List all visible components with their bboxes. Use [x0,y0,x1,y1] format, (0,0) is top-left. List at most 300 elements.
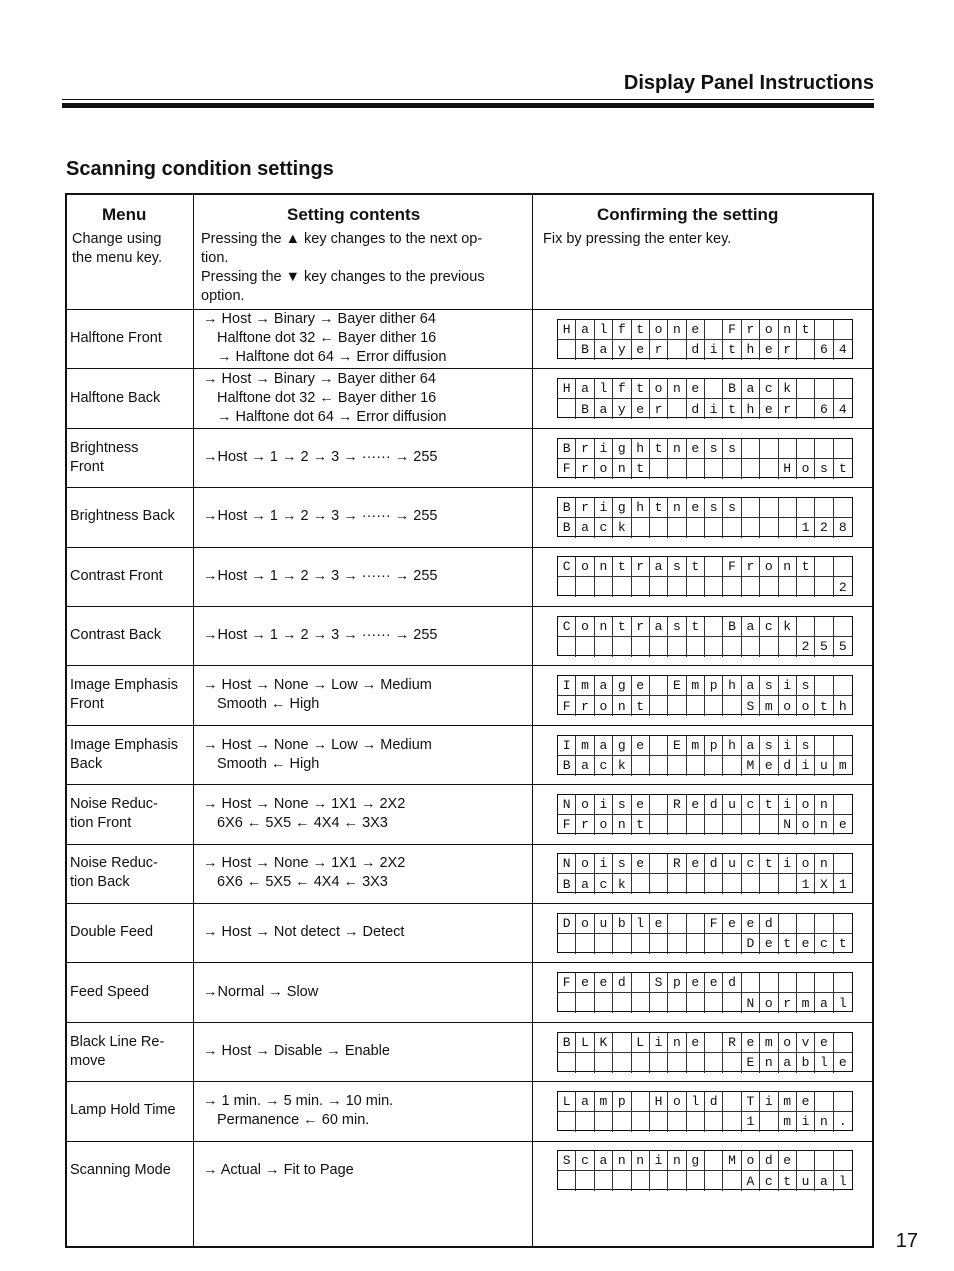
lcd-cell: d [760,914,778,934]
lcd-cell: n [595,617,613,637]
lcd-cell: m [797,993,815,1013]
setting-cycle: →Host → 1 → 2 → 3 → ······ → 255 [203,627,438,644]
lcd-cell [797,973,815,993]
lcd-cell: o [650,320,668,340]
lcd-cell: p [705,736,723,756]
lcd-cell: d [705,795,723,815]
lcd-cell: a [595,340,613,360]
setting-cycle: →Host → 1 → 2 → 3 → ······ → 255 [203,567,438,584]
lcd-cell [650,518,668,538]
lcd-cell: n [668,1033,686,1053]
lcd-cell: s [613,795,631,815]
lcd-cell: m [595,1092,613,1112]
lcd-cell: e [632,676,650,696]
lcd-cell: B [558,756,576,776]
lcd-cell [650,1053,668,1073]
lcd-cell: F [705,914,723,934]
lcd-cell: d [760,1151,778,1171]
lcd-cell [687,815,705,835]
lcd-cell: t [632,320,650,340]
lcd-cell: 1 [742,1112,760,1132]
lcd-cell: b [613,914,631,934]
lcd-cell: t [632,696,650,716]
lcd-cell: o [595,815,613,835]
menu-item-label: Brightness Front [70,439,139,475]
menu-column-header: Menu [102,205,147,224]
lcd-cell: E [668,676,686,696]
lcd-cell: n [779,320,797,340]
lcd-cell: o [595,696,613,716]
lcd-cell: l [595,379,613,399]
lcd-cell [687,934,705,954]
lcd-cell: 2 [797,637,815,657]
lcd-cell: c [595,874,613,894]
lcd-cell: N [558,854,576,874]
row-divider [67,606,872,607]
lcd-cell [705,1112,723,1132]
lcd-cell [723,1171,741,1191]
lcd-cell: 1 [838,876,847,892]
lcd-cell: n [668,498,686,518]
lcd-cell [576,1053,594,1073]
menu-item-label: Noise Reduc- tion Back [70,855,158,891]
lcd-cell [723,1053,741,1073]
lcd-cell: a [576,756,594,776]
lcd-cell [687,518,705,538]
lcd-cell [595,637,613,657]
lcd-cell: 6 [815,340,833,360]
lcd-cell: H [558,379,576,399]
lcd-cell: a [576,1092,594,1112]
lcd-cell [779,439,797,459]
lcd-cell: e [760,340,778,360]
menu-item-label: Feed Speed [70,983,150,1000]
lcd-cell [613,1053,631,1073]
lcd-cell: g [613,736,631,756]
lcd-cell [632,993,650,1013]
lcd-cell: L [632,1033,650,1053]
lcd-cell: e [705,973,723,993]
lcd-cell: t [760,854,778,874]
lcd-cell: r [632,617,650,637]
lcd-cell [723,874,741,894]
header-rule-thin [62,99,874,100]
lcd-cell [650,815,668,835]
lcd-cell [576,637,594,657]
lcd-cell [723,756,741,776]
lcd-cell [687,993,705,1013]
lcd-cell [705,874,723,894]
lcd-cell: r [650,399,668,419]
lcd-cell: g [613,498,631,518]
lcd-cell: a [576,320,594,340]
lcd-cell: a [595,399,613,419]
lcd-cell [668,756,686,776]
lcd-cell [779,914,797,934]
lcd-cell [705,1171,723,1191]
lcd-cell: C [558,617,576,637]
lcd-cell: l [838,995,847,1011]
lcd-display [557,972,853,1012]
lcd-cell [650,854,668,874]
lcd-cell: h [723,676,741,696]
lcd-cell: 1 [797,874,815,894]
lcd-cell: 6 [815,399,833,419]
lcd-cell: d [723,973,741,993]
lcd-cell: o [576,557,594,577]
lcd-cell: e [687,854,705,874]
lcd-cell: r [779,399,797,419]
lcd-cell [687,1171,705,1191]
lcd-cell: o [595,459,613,479]
lcd-cell [558,399,576,419]
lcd-cell: S [558,1151,576,1171]
lcd-cell: o [797,815,815,835]
lcd-cell: K [595,1033,613,1053]
column-divider [193,195,194,1246]
column-divider [532,195,533,1246]
intro-menu-note: Change using the menu key. [72,231,163,266]
lcd-cell [632,934,650,954]
lcd-cell [650,795,668,815]
lcd-cell: t [797,557,815,577]
lcd-cell: c [576,1151,594,1171]
lcd-display [557,497,853,537]
lcd-cell [797,340,815,360]
lcd-cell [687,1112,705,1132]
lcd-cell: e [632,399,650,419]
lcd-cell [742,518,760,538]
lcd-cell [668,696,686,716]
lcd-cell [632,518,650,538]
lcd-cell [723,637,741,657]
lcd-cell: e [779,1151,797,1171]
lcd-display [557,675,853,715]
lcd-cell: r [576,459,594,479]
lcd-cell: h [632,439,650,459]
lcd-cell [815,498,833,518]
lcd-cell: t [687,617,705,637]
lcd-cell: r [576,815,594,835]
lcd-cell: k [613,518,631,538]
lcd-cell [705,459,723,479]
row-divider [67,487,872,488]
lcd-cell: o [650,379,668,399]
lcd-cell: o [760,320,778,340]
lcd-cell: M [742,756,760,776]
lcd-cell [705,518,723,538]
lcd-cell: N [558,795,576,815]
lcd-cell: f [613,379,631,399]
setting-cycle: → 1 min. → 5 min. → 10 min. Permanence ← 60 min. [203,1092,394,1128]
lcd-cell: 2 [838,579,847,595]
menu-item-label: Contrast Back [70,627,162,644]
lcd-cell: o [742,1151,760,1171]
lcd-cell: r [632,557,650,577]
lcd-cell: c [760,1171,778,1191]
lcd-cell: B [723,617,741,637]
lcd-cell: r [742,320,760,340]
confirm-column-header: Confirming the setting [597,205,779,224]
lcd-cell [797,1151,815,1171]
lcd-cell [723,459,741,479]
lcd-cell [632,874,650,894]
lcd-cell [668,914,686,934]
lcd-cell: X [815,874,833,894]
lcd-display [557,319,853,359]
lcd-cell [705,379,723,399]
lcd-cell: n [632,1151,650,1171]
lcd-cell [613,993,631,1013]
lcd-cell [558,1112,576,1132]
lcd-cell [668,637,686,657]
lcd-cell: n [668,439,686,459]
row-divider [67,1141,872,1142]
lcd-cell: n [815,795,833,815]
lcd-cell: l [595,320,613,340]
row-divider [67,368,872,369]
lcd-cell [742,459,760,479]
lcd-cell [650,874,668,894]
lcd-cell: e [838,817,847,833]
lcd-cell [705,756,723,776]
lcd-cell [815,1151,833,1171]
lcd-cell: m [760,696,778,716]
lcd-cell [595,934,613,954]
menu-item-label: Scanning Mode [70,1161,171,1178]
lcd-cell: h [723,736,741,756]
lcd-cell [650,1171,668,1191]
lcd-cell: t [723,340,741,360]
lcd-cell [760,874,778,894]
lcd-cell [760,498,778,518]
lcd-cell [595,993,613,1013]
lcd-cell [705,934,723,954]
lcd-cell: M [723,1151,741,1171]
lcd-cell: h [838,698,847,714]
lcd-cell [834,1092,852,1112]
lcd-display [557,1091,853,1131]
lcd-cell: T [742,1092,760,1112]
lcd-cell: i [650,1033,668,1053]
lcd-cell: L [558,1092,576,1112]
lcd-cell: o [576,795,594,815]
lcd-cell: e [723,914,741,934]
lcd-cell [632,637,650,657]
lcd-cell [632,973,650,993]
lcd-cell [687,459,705,479]
lcd-cell: a [576,874,594,894]
lcd-cell: a [815,993,833,1013]
lcd-cell: n [595,557,613,577]
lcd-cell: d [705,1092,723,1112]
lcd-cell: g [613,439,631,459]
lcd-cell: u [723,854,741,874]
lcd-cell: i [797,1112,815,1132]
lcd-cell: n [815,1112,833,1132]
lcd-cell: F [723,320,741,340]
lcd-cell: B [576,340,594,360]
lcd-cell: m [576,736,594,756]
lcd-cell: t [650,498,668,518]
row-divider [67,725,872,726]
lcd-cell: t [613,557,631,577]
lcd-cell: t [760,795,778,815]
lcd-cell: B [558,1033,576,1053]
lcd-cell [742,439,760,459]
lcd-cell [779,577,797,597]
lcd-cell: D [558,914,576,934]
lcd-cell: h [742,399,760,419]
menu-item-label: Brightness Back [70,508,175,525]
lcd-cell: e [815,1033,833,1053]
lcd-cell: o [797,854,815,874]
lcd-cell: s [668,617,686,637]
lcd-cell: a [742,379,760,399]
lcd-cell: i [595,795,613,815]
lcd-cell: E [668,736,686,756]
lcd-cell: A [742,1171,760,1191]
lcd-cell [558,637,576,657]
lcd-cell: t [632,379,650,399]
lcd-cell [687,637,705,657]
lcd-cell [779,498,797,518]
lcd-cell [650,756,668,776]
lcd-cell: d [705,854,723,874]
lcd-cell: t [687,557,705,577]
lcd-cell [779,637,797,657]
lcd-cell: k [779,379,797,399]
lcd-cell: E [742,1053,760,1073]
lcd-cell [632,1171,650,1191]
lcd-cell [834,379,852,399]
lcd-cell [834,914,852,934]
lcd-cell: s [705,439,723,459]
lcd-cell [723,577,741,597]
lcd-cell [742,874,760,894]
setting-cycle: → Host → Binary → Bayer dither 64 Halftone dot 32 ← Bayer dither 16 → Halftone dot 64 → Error diffusion [203,370,447,425]
lcd-cell [613,577,631,597]
lcd-cell: t [838,461,847,476]
lcd-cell: d [779,756,797,776]
lcd-cell [632,577,650,597]
lcd-cell [815,439,833,459]
lcd-cell: o [668,1092,686,1112]
lcd-cell: s [815,459,833,479]
lcd-cell [705,320,723,340]
lcd-cell: F [558,696,576,716]
lcd-cell [613,1033,631,1053]
lcd-cell [687,1053,705,1073]
setting-cycle: →Host → 1 → 2 → 3 → ······ → 255 [203,449,438,465]
lcd-cell [668,577,686,597]
lcd-cell: C [558,557,576,577]
lcd-cell: t [815,696,833,716]
lcd-cell: L [576,1033,594,1053]
lcd-cell [760,459,778,479]
lcd-cell: g [613,676,631,696]
lcd-cell: s [723,439,741,459]
lcd-cell: B [558,518,576,538]
lcd-cell: p [613,1092,631,1112]
lcd-cell [558,340,576,360]
lcd-cell [760,815,778,835]
setting-cycle: → Actual → Fit to Page [203,1161,354,1178]
lcd-cell [705,993,723,1013]
lcd-cell: I [558,676,576,696]
lcd-cell [834,736,852,756]
lcd-cell [834,795,852,815]
setting-cycle: → Host → Disable → Enable [203,1043,390,1059]
lcd-cell [723,815,741,835]
setting-cycle: →Normal → Slow [203,983,319,1000]
lcd-cell [668,1171,686,1191]
lcd-cell [834,439,852,459]
lcd-cell: a [815,1171,833,1191]
intro-confirm-note: Fix by pressing the enter key. [543,231,732,247]
lcd-cell: e [687,439,705,459]
lcd-cell [815,577,833,597]
setting-cycle: → Host → Not detect → Detect [203,924,405,941]
lcd-cell [576,934,594,954]
lcd-cell: i [779,736,797,756]
lcd-cell [797,498,815,518]
lcd-cell [815,557,833,577]
lcd-cell: a [576,518,594,538]
lcd-display [557,616,853,656]
lcd-cell: N [779,815,797,835]
lcd-cell: s [723,498,741,518]
header-rule-thick [62,103,874,108]
lcd-cell: u [595,914,613,934]
lcd-cell: H [558,320,576,340]
lcd-cell: n [668,379,686,399]
lcd-cell [668,459,686,479]
lcd-display [557,735,853,775]
lcd-cell: l [632,914,650,934]
lcd-display [557,794,853,834]
lcd-cell: a [742,617,760,637]
lcd-cell: t [650,439,668,459]
lcd-cell [742,498,760,518]
lcd-cell: 4 [838,342,847,358]
lcd-cell: n [613,696,631,716]
lcd-cell [558,1171,576,1191]
lcd-cell [834,320,852,340]
lcd-cell [797,617,815,637]
lcd-cell: i [797,756,815,776]
lcd-cell [705,637,723,657]
lcd-cell [834,1151,852,1171]
lcd-cell: e [797,1092,815,1112]
lcd-cell: i [779,854,797,874]
row-divider [67,428,872,429]
lcd-cell: a [742,676,760,696]
lcd-cell: t [779,1171,797,1191]
lcd-cell: r [576,439,594,459]
lcd-cell [668,518,686,538]
lcd-cell: s [705,498,723,518]
lcd-cell: 4 [838,401,847,417]
lcd-cell: l [838,1173,847,1189]
lcd-cell: c [742,795,760,815]
lcd-cell: s [797,676,815,696]
lcd-cell [595,1112,613,1132]
lcd-cell: h [742,340,760,360]
lcd-cell: c [760,617,778,637]
lcd-cell: o [576,854,594,874]
lcd-cell [668,399,686,419]
